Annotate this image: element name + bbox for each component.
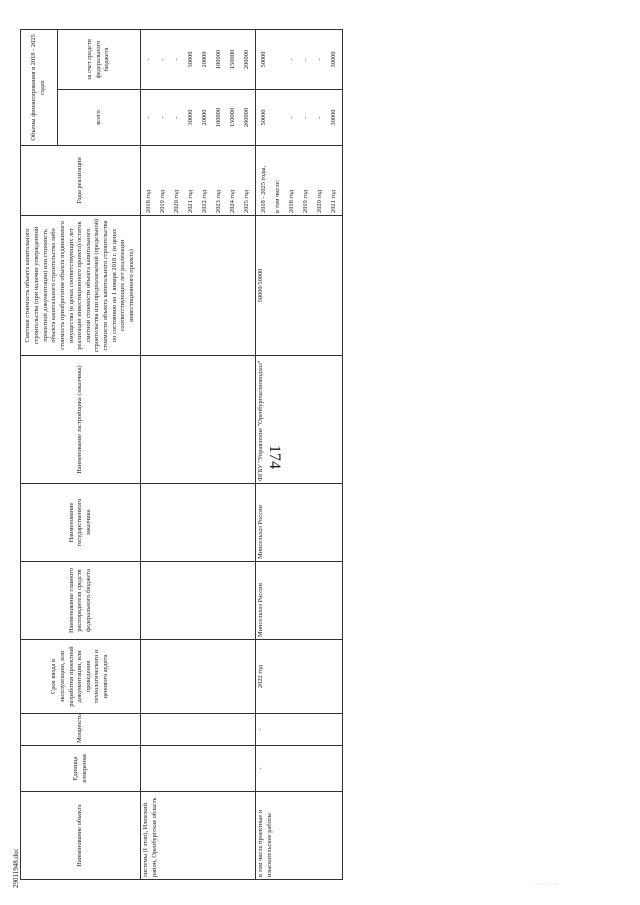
total-value: - <box>145 116 152 119</box>
customer-cell <box>141 484 256 562</box>
total-value: 30000 <box>330 109 337 126</box>
federal-value <box>271 32 285 87</box>
total-value: 30000 <box>187 109 194 126</box>
capacity-cell: - <box>256 714 343 746</box>
total-value: 20000 <box>201 109 208 126</box>
total-value: - <box>302 116 309 119</box>
object-name-cell: в том числе проектные и изыскательские работы <box>256 792 343 880</box>
total-value: 200000 <box>243 107 250 128</box>
header-funding-group: Объемы финансирования в 2018 - 2025 годах <box>21 29 58 145</box>
deadline-cell: 2022 год <box>256 640 343 714</box>
header-federal: за счет средств федерального бюджета <box>58 29 141 89</box>
year-line: 2018 - 2025 годы, <box>260 165 267 213</box>
header-total: всего <box>58 90 141 146</box>
cost-cell: 50000/50000 <box>256 216 343 356</box>
federal-value: - <box>173 58 180 61</box>
year-line: 2018 год <box>288 189 295 213</box>
rotated-table-wrapper <box>20 30 337 880</box>
page-number: 174 <box>266 445 283 469</box>
total-value: 50000 <box>260 109 267 126</box>
year-line: 2023 год <box>215 189 222 213</box>
table-row <box>256 29 343 879</box>
object-name-cell: системы (I этап), Илекский район, Оренбургская область <box>141 792 256 880</box>
total-value: - <box>159 116 166 119</box>
total-value: 150000 <box>229 107 236 128</box>
footer-file-name: 29011948.doc <box>12 848 20 888</box>
federal-value: - <box>145 58 152 61</box>
header-object-name: Наименование объекта <box>21 792 141 880</box>
table-row <box>141 29 256 879</box>
capacity-cell <box>141 714 256 746</box>
year-line: 2019 год <box>302 189 309 213</box>
year-line: 2021 год <box>330 189 337 213</box>
total-value: - <box>288 116 295 119</box>
header-customer: Наименование государственного заказчика <box>21 484 141 562</box>
header-unit: Единица измерения <box>21 746 141 792</box>
federal-value: - <box>302 58 309 61</box>
year-line: 2020 год <box>316 189 323 213</box>
unit-cell <box>141 746 256 792</box>
manager-cell <box>141 562 256 640</box>
federal-cell <box>256 29 343 89</box>
footer-mark: · · · · · · · <box>535 882 558 888</box>
header-cost: Сметная стоимость объекта капитального строительства (при наличии утвержденной проектной документации) или стоимость объекта капитального строительства либо стоимость приобретения объекта недвижимого имущества (в ценах соответствующих лет реализации инвестиционного проекта)/остаток сметной стоимости объекта капитального строительства или предполагаемой (предельной) стоимости объекта капитального строительства по состоянию на 1 января 2018 г. (в ценах соответствующих лет реализации инвестиционного проекта) <box>21 216 141 356</box>
years-cell <box>141 146 256 216</box>
year-line: в том числе: <box>274 179 281 213</box>
total-cell <box>141 90 256 146</box>
total-value: - <box>173 116 180 119</box>
federal-value: - <box>159 58 166 61</box>
federal-cell <box>141 29 256 89</box>
deadline-cell <box>141 640 256 714</box>
year-line: 2025 год <box>243 189 250 213</box>
federal-value: 20000 <box>201 51 208 68</box>
federal-value: - <box>316 58 323 61</box>
total-value: 100000 <box>215 107 222 128</box>
total-value: - <box>316 116 323 119</box>
cost-cell <box>141 216 256 356</box>
funding-table <box>20 29 343 880</box>
developer-cell: ФГБУ "Управление "Оренбургмелиоводхоз" <box>256 356 343 484</box>
years-cell <box>256 146 343 216</box>
year-line: 2022 год <box>201 189 208 213</box>
header-years: Годы реализации <box>21 146 141 216</box>
year-line: 2021 год <box>187 189 194 213</box>
header-manager: Наименование главного распорядителя средств федерального бюджета <box>21 562 141 640</box>
header-deadline: Срок ввода в эксплуатацию, или разработки проектной документации, или проведения технологического и ценового аудита <box>21 640 141 714</box>
federal-value: 200000 <box>243 49 250 70</box>
year-line: 2019 год <box>159 189 166 213</box>
customer-cell: Минсельхоз России <box>256 484 343 562</box>
header-row-1 <box>21 29 58 879</box>
federal-value: 100000 <box>215 49 222 70</box>
total-value <box>271 92 285 143</box>
manager-cell: Минсельхоз России <box>256 562 343 640</box>
federal-value: 30000 <box>330 51 337 68</box>
federal-value: 150000 <box>229 49 236 70</box>
federal-value: - <box>288 58 295 61</box>
year-line: 2024 год <box>229 189 236 213</box>
unit-cell: - <box>256 746 343 792</box>
header-developer: Наименование застройщика (заказчика) <box>21 356 141 484</box>
developer-cell <box>141 356 256 484</box>
federal-value: 30000 <box>187 51 194 68</box>
federal-value: 50000 <box>260 51 267 68</box>
total-cell <box>256 90 343 146</box>
year-line: 2020 год <box>173 189 180 213</box>
header-capacity: Мощность <box>21 714 141 746</box>
year-line: 2018 год <box>145 189 152 213</box>
